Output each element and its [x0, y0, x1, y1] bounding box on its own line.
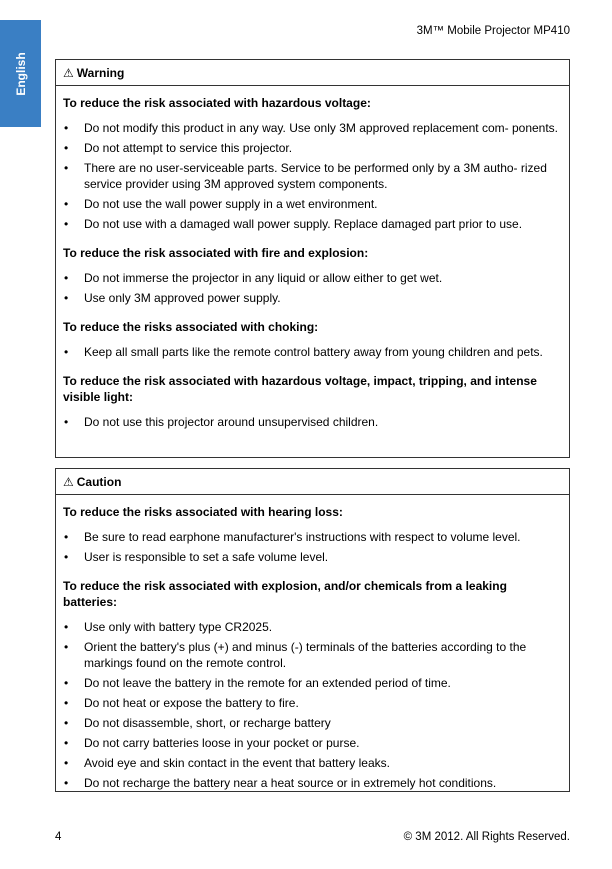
- section-title: To reduce the risk associated with hazardous voltage:: [63, 96, 371, 110]
- list-item: • Do not carry batteries loose in your pocket or purse.: [56, 735, 569, 751]
- bullet-list: [56, 270, 569, 306]
- language-tab: [0, 20, 41, 127]
- list-item: • There are no user-serviceable parts. Service to be performed only by a 3M autho- rized service provider using 3M approved system components.: [56, 160, 569, 192]
- warning-triangle-icon: ⚠: [63, 65, 74, 80]
- bullet-list: [56, 529, 569, 565]
- section-title: To reduce the risks associated with choking:: [63, 320, 319, 334]
- list-item: • Be sure to read earphone manufacturer's instructions with respect to volume level.: [56, 529, 569, 545]
- list-item: • Do not immerse the projector in any liquid or allow either to get wet.: [56, 270, 569, 286]
- warning-heading: Warning: [76, 65, 125, 80]
- list-item: • Use only 3M approved power supply.: [56, 290, 569, 306]
- bullet-list: [56, 344, 569, 360]
- section-title: To reduce the risk associated with hazardous voltage, impact, tripping, and intense visible light:: [63, 374, 537, 404]
- warning-box: [55, 59, 570, 458]
- list-item: • Do not disassemble, short, or recharge battery: [56, 715, 569, 731]
- section-title: To reduce the risk associated with fire and explosion:: [63, 246, 369, 260]
- bullet-list: [56, 414, 569, 430]
- bullet-list: [56, 120, 569, 232]
- list-item: • Do not recharge the battery near a heat source or in extremely hot conditions.: [56, 775, 569, 791]
- list-item: • Do not modify this product in any way. Use only 3M approved replacement com- ponents.: [56, 120, 569, 136]
- language-tab-label: English: [13, 51, 28, 96]
- caution-box-header: [56, 469, 569, 495]
- list-item: • Do not heat or expose the battery to fire.: [56, 695, 569, 711]
- section-title: To reduce the risk associated with explosion, and/or chemicals from a leaking batteries:: [63, 579, 507, 609]
- list-item: • Do not leave the battery in the remote for an extended period of time.: [56, 675, 569, 691]
- list-item: • Do not use this projector around unsupervised children.: [56, 414, 569, 430]
- section-title: To reduce the risks associated with hearing loss:: [63, 505, 343, 519]
- warning-triangle-icon: ⚠: [63, 474, 74, 489]
- list-item: • User is responsible to set a safe volume level.: [56, 549, 569, 565]
- caution-box: [55, 468, 570, 792]
- list-item: • Use only with battery type CR2025.: [56, 619, 569, 635]
- list-item: • Do not use the wall power supply in a wet environment.: [56, 196, 569, 212]
- caution-heading: Caution: [76, 474, 122, 489]
- page-number: 4: [55, 831, 62, 843]
- copyright-notice: © 3M 2012. All Rights Reserved.: [403, 831, 570, 843]
- warning-box-header: [56, 60, 569, 86]
- bullet-list: [56, 619, 569, 791]
- list-item: • Do not attempt to service this projector.: [56, 140, 569, 156]
- list-item: • Orient the battery's plus (+) and minus (-) terminals of the batteries according to the markings found on the remote control.: [56, 639, 569, 671]
- list-item: • Do not use with a damaged wall power supply. Replace damaged part prior to use.: [56, 216, 569, 232]
- list-item: • Keep all small parts like the remote control battery away from young children and pets.: [56, 344, 569, 360]
- list-item: • Avoid eye and skin contact in the event that battery leaks.: [56, 755, 569, 771]
- document-header-title: 3M™ Mobile Projector MP410: [416, 25, 570, 37]
